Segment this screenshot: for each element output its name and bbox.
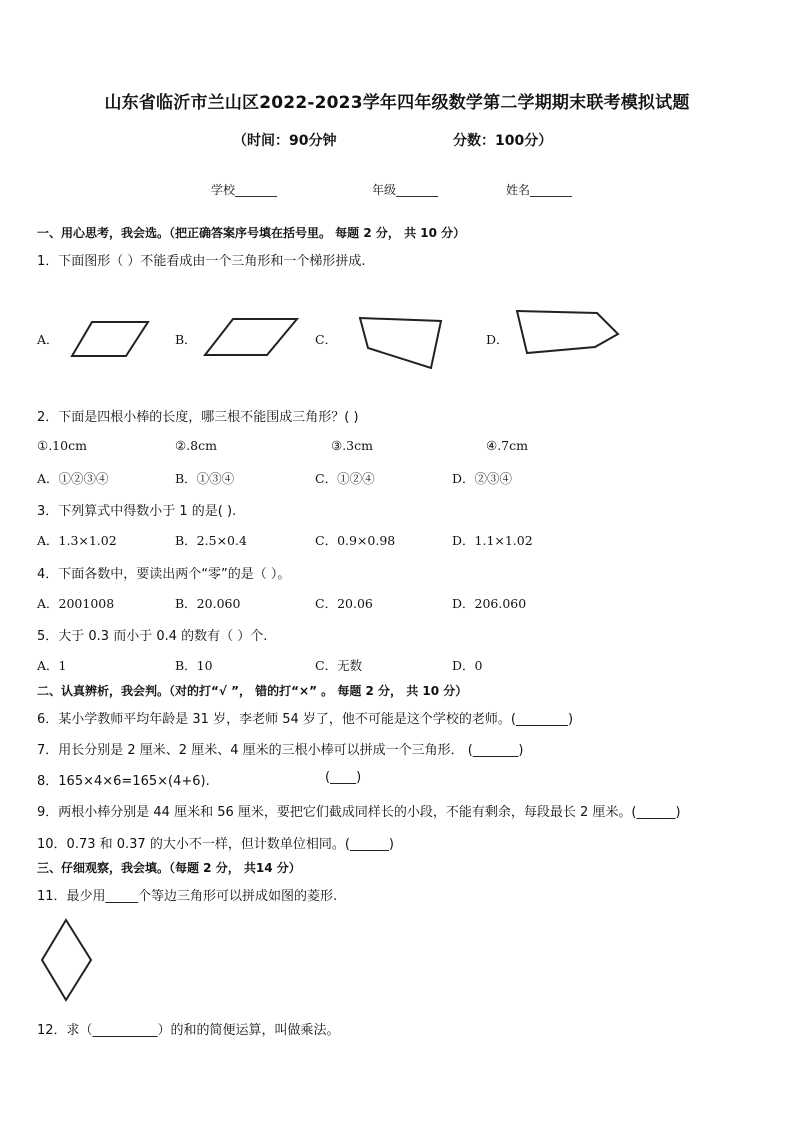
question-4: 4．下面各数中，要读出两个“零”的是（ ）。	[37, 567, 291, 582]
section-3-heading: 三、仔细观察，我会填。（每题 2 分， 共14 分）	[37, 861, 301, 875]
q5-option-b: B．10	[175, 658, 213, 673]
q1-option-d: D．	[486, 332, 509, 347]
q2-stick-1: ①.10cm	[37, 438, 87, 453]
q5-option-d: D．0	[452, 658, 483, 673]
q1-parallelogram-a	[70, 320, 150, 358]
q2-option-c: C．①②④	[315, 471, 375, 486]
q2-stick-2: ②.8cm	[175, 438, 217, 453]
q2-stick-4: ④.7cm	[486, 438, 528, 453]
school-field: 学校_______	[211, 183, 278, 197]
q2-stick-3: ③.3cm	[331, 438, 373, 453]
q5-option-c: C．无数	[315, 658, 363, 673]
grade-field: 年级_______	[372, 183, 439, 197]
q3-option-a: A．1.3×1.02	[37, 533, 117, 548]
q1-pentagon-d	[515, 309, 621, 355]
question-3: 3．下列算式中得数小于 1 的是( ).	[37, 504, 237, 519]
q11-rhombus-figure	[40, 918, 94, 1002]
exam-time: （时间：90分钟	[233, 133, 337, 149]
q3-option-b: B．2.5×0.4	[175, 533, 247, 548]
section-2-heading: 二、认真辨析，我会判。（对的打“√ ”， 错的打“×” 。 每题 2 分， 共 10 分）	[37, 684, 468, 698]
question-1: 1．下面图形（ ）不能看成由一个三角形和一个梯形拼成.	[37, 254, 366, 269]
q5-option-a: A．1	[37, 658, 67, 673]
q1-option-c: C．	[315, 332, 338, 347]
q4-option-c: C．20.06	[315, 596, 373, 611]
question-11: 11．最少用_____个等边三角形可以拼成如图的菱形.	[37, 889, 338, 904]
exam-score: 分数：100分）	[453, 133, 553, 149]
q1-quadrilateral-c	[357, 316, 445, 370]
question-2: 2．下面是四根小棒的长度，哪三根不能围成三角形？( )	[37, 410, 359, 425]
question-7: 7．用长分别是 2 厘米、2 厘米、4 厘米的三根小棒可以拼成一个三角形． (_______)	[37, 743, 524, 758]
q4-option-d: D．206.060	[452, 596, 527, 611]
page-title: 山东省临沂市兰山区2022-2023学年四年级数学第二学期期末联考模拟试题	[104, 93, 690, 113]
question-6: 6．某小学教师平均年龄是 31 岁，李老师 54 岁了，他不可能是这个学校的老师。(________)	[37, 712, 574, 727]
name-field: 姓名_______	[506, 183, 573, 197]
question-8: 8．165×4×6=165×(4+6).	[37, 774, 210, 789]
question-12: 12．求（__________）的和的简便运算，叫做乘法。	[37, 1023, 340, 1038]
q2-option-b: B．①③④	[175, 471, 235, 486]
q1-option-a: A．	[37, 332, 59, 347]
q3-option-d: D．1.1×1.02	[452, 533, 533, 548]
q1-option-b: B．	[175, 332, 197, 347]
q4-option-b: B．20.060	[175, 596, 241, 611]
question-8-answer-blank: (____)	[325, 770, 362, 785]
question-10: 10．0.73 和 0.37 的大小不一样，但计数单位相同。(______)	[37, 837, 394, 852]
question-9: 9．两根小棒分别是 44 厘米和 56 厘米，要把它们截成同样长的小段，不能有剩余，每段最长 2 厘米。(______)	[37, 805, 681, 820]
section-1-heading: 一、用心思考，我会选。（把正确答案序号填在括号里。 每题 2 分， 共 10 分）	[37, 226, 466, 240]
q2-option-d: D．②③④	[452, 471, 513, 486]
q3-option-c: C．0.9×0.98	[315, 533, 396, 548]
q4-option-a: A．2001008	[37, 596, 115, 611]
question-5: 5．大于 0.3 而小于 0.4 的数有（ ）个.	[37, 629, 268, 644]
q2-option-a: A．①②③④	[37, 471, 109, 486]
q1-parallelogram-b	[203, 317, 299, 357]
